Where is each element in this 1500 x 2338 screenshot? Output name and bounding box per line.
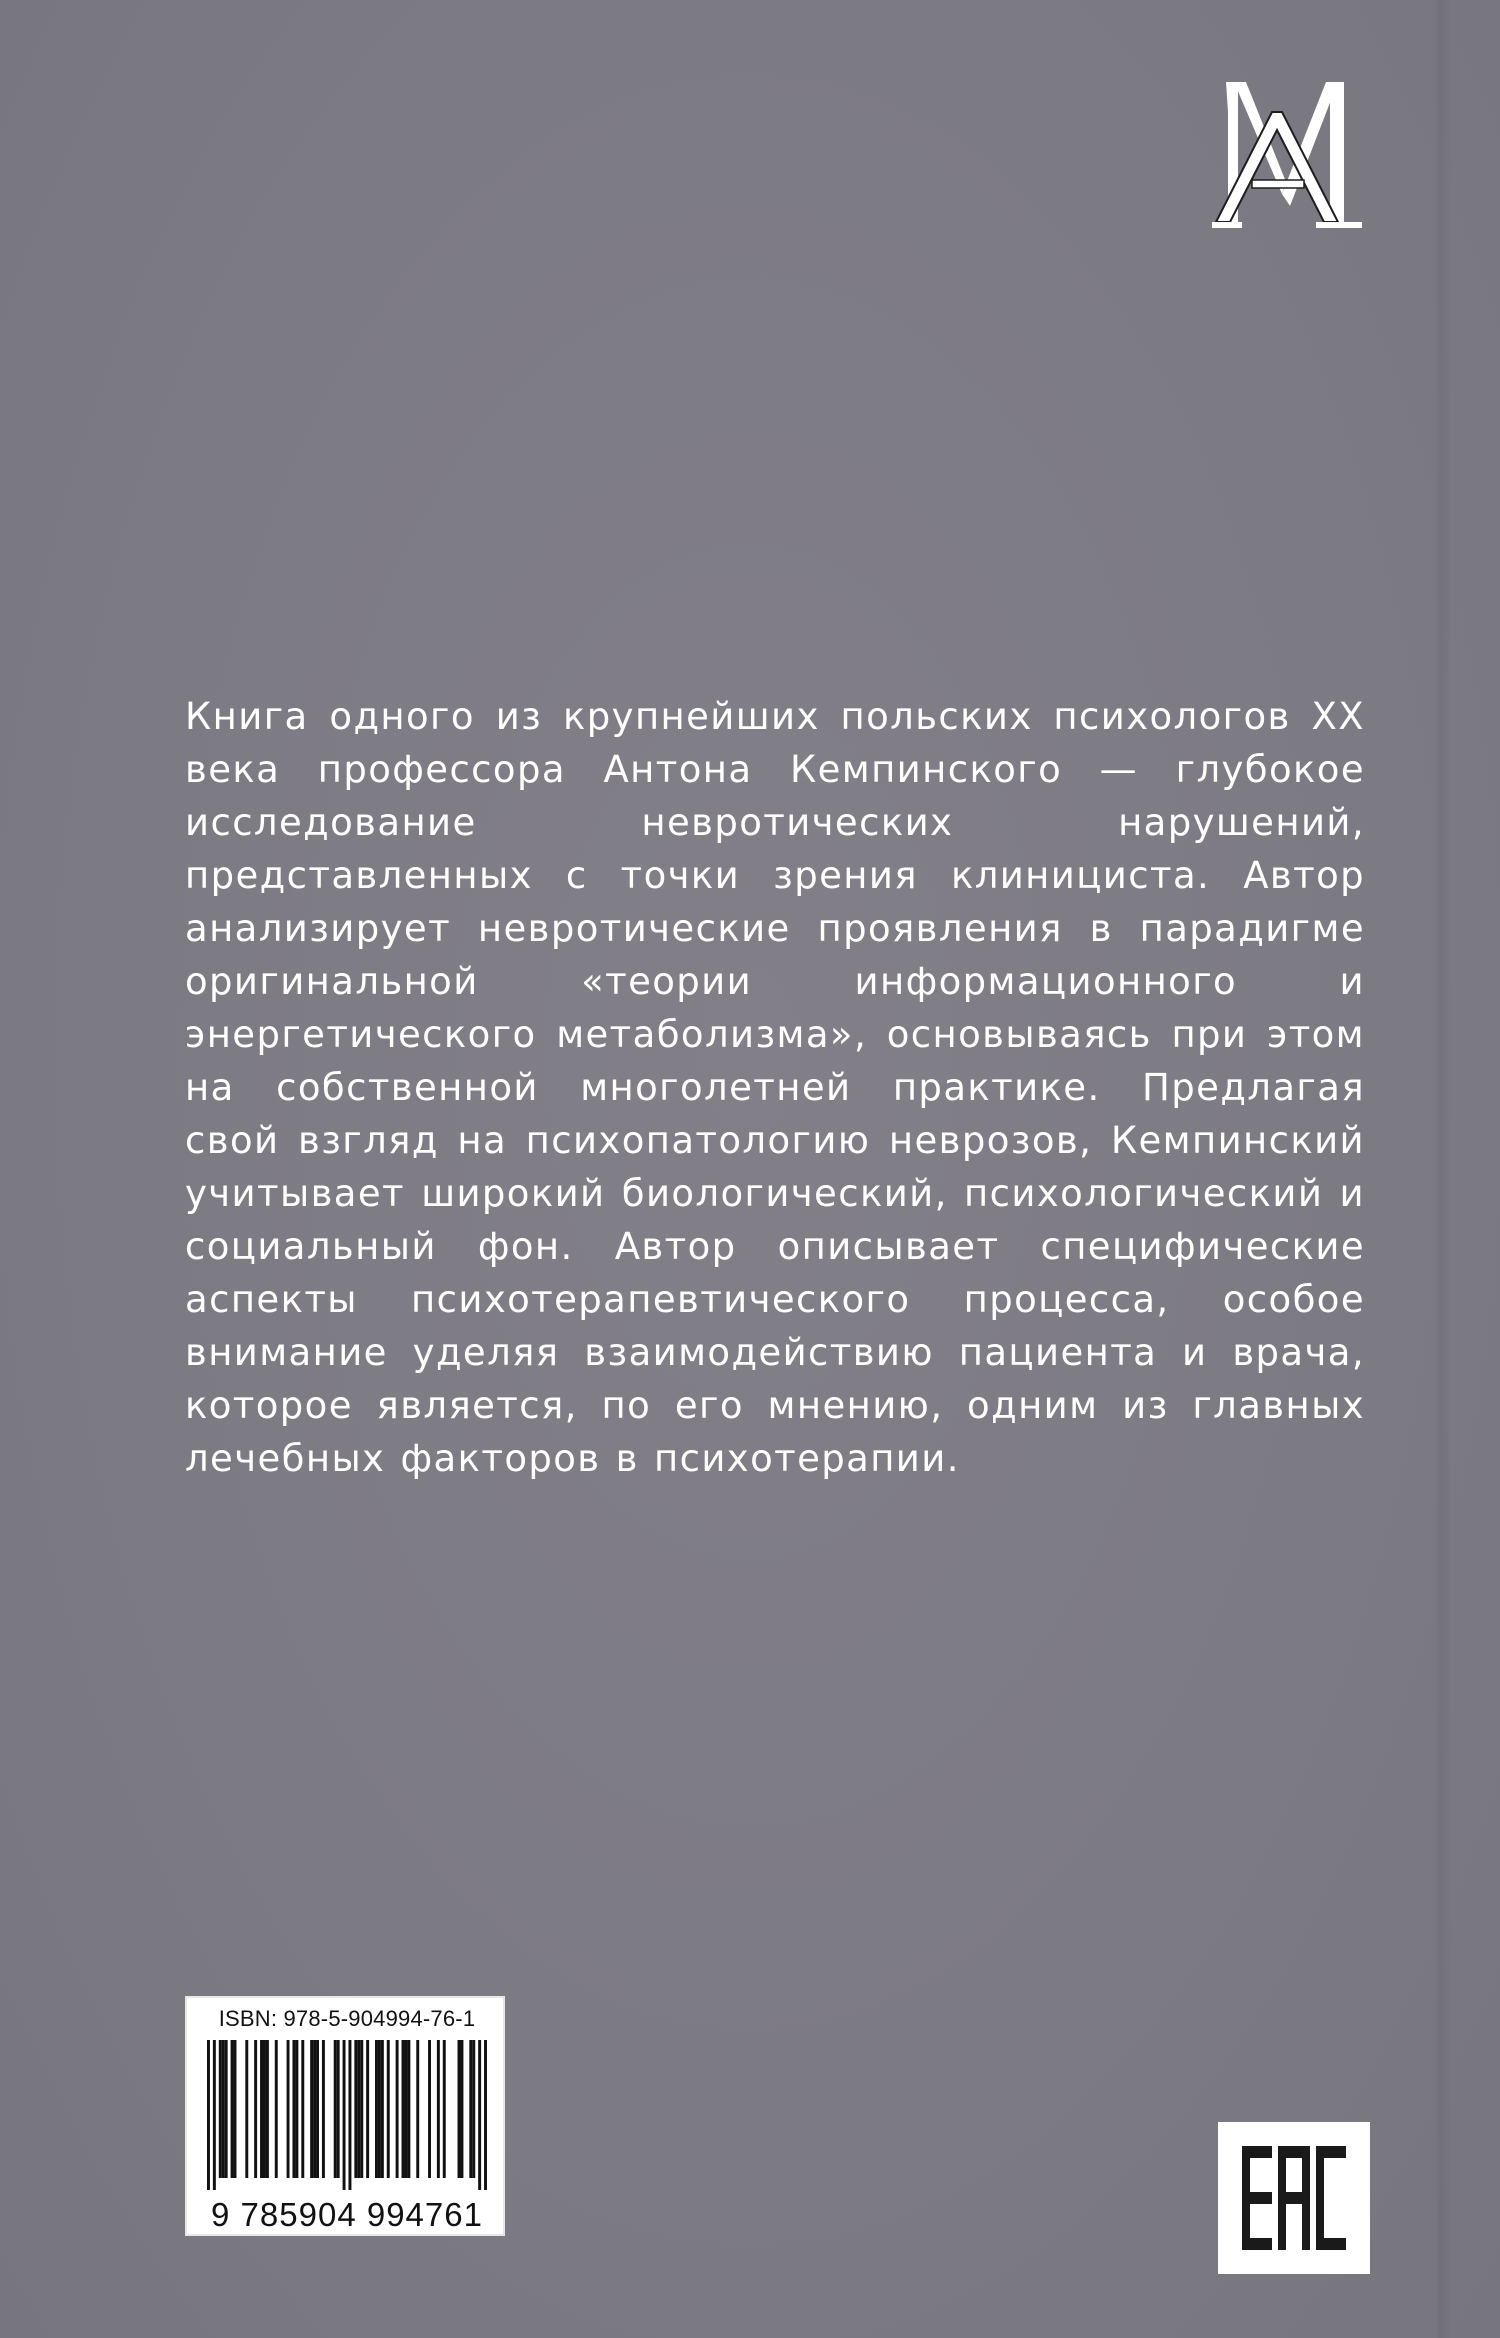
barcode-bar — [225, 2040, 228, 2178]
barcode-bar — [478, 2040, 481, 2190]
barcode-bar — [310, 2040, 313, 2178]
barcode-digits: 9 785904 994761 — [211, 2196, 483, 2233]
isbn-barcode — [185, 1996, 505, 2236]
eac-conformity-mark-icon — [1218, 2122, 1370, 2274]
barcode-bars — [207, 2040, 487, 2190]
barcode-bar — [472, 2040, 475, 2178]
barcode-bar — [460, 2040, 463, 2178]
barcode-bar — [387, 2040, 390, 2178]
barcode-bar — [402, 2040, 405, 2178]
barcode-bar — [396, 2040, 399, 2178]
barcode-bar — [337, 2040, 340, 2178]
barcode-bar — [458, 2040, 461, 2178]
barcode-bar — [231, 2040, 234, 2178]
book-description: Книга одного из крупнейших польских психологов XX века профессора Антона Кемпинского — глубокое исследование невротических нарушений, представленных с точки зрения клинициста. Автор анализирует невротические проявления в парадигме оригинальной «теории информационного и энергетического метаболизма», основываясь при этом на собственной многолетней практике. Предлагая свой взгляд на психопатологию неврозов, Кемпинский учитывает широкий биологический, психологический и социальный фон. Автор описывает специфические аспекты психотерапевтического процесса, особое внимание уделяя взаимодействию пациента и врача, которое является, по его мнению, одним из главных лечебных факторов в психотерапии. — [185, 695, 1365, 1480]
barcode-bar — [313, 2040, 316, 2178]
barcode-bar — [428, 2040, 431, 2178]
barcode-bar — [222, 2040, 225, 2178]
barcode-bar — [360, 2040, 363, 2178]
barcode-bar — [245, 2040, 248, 2178]
barcode-bar — [334, 2040, 337, 2178]
isbn-label: ISBN: 978-5-904994-76-1 — [218, 2006, 476, 2031]
barcode-bar — [366, 2040, 369, 2178]
barcode-bar — [437, 2040, 440, 2178]
barcode-bar — [263, 2040, 266, 2178]
barcode-bar — [287, 2040, 290, 2178]
barcode-bar — [381, 2040, 384, 2178]
barcode-bar — [354, 2040, 357, 2178]
barcode-bar — [322, 2040, 325, 2178]
barcode-bar — [407, 2040, 410, 2178]
barcode-bar — [301, 2040, 304, 2178]
barcode-bar — [219, 2040, 222, 2178]
barcode-bar — [484, 2040, 487, 2190]
barcode-bar — [343, 2040, 346, 2190]
barcode-bar — [254, 2040, 257, 2178]
barcode-bar — [378, 2040, 381, 2178]
am-monogram-icon — [1212, 72, 1364, 232]
barcode-bar — [375, 2040, 378, 2178]
barcode-bar — [266, 2040, 269, 2178]
barcode-bar — [348, 2040, 351, 2190]
barcode-bar — [357, 2040, 360, 2178]
barcode-bar — [443, 2040, 446, 2178]
barcode-bar — [234, 2040, 237, 2178]
barcode-bar — [316, 2040, 319, 2178]
barcode-bar — [469, 2040, 472, 2178]
barcode-bar — [295, 2040, 298, 2178]
barcode-bar — [260, 2040, 263, 2178]
barcode-bar — [292, 2040, 295, 2178]
barcode-bar — [213, 2040, 216, 2190]
barcode-bar — [416, 2040, 419, 2178]
barcode-bar — [207, 2040, 210, 2190]
barcode-bar — [275, 2040, 278, 2178]
barcode-bar — [404, 2040, 407, 2178]
